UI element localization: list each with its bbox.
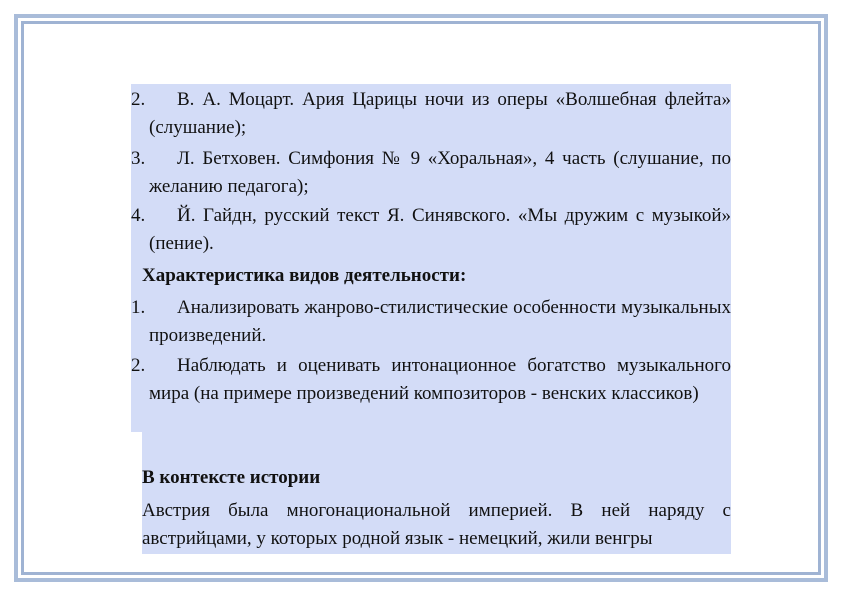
list-item-text: Наблюдать и оценивать интонационное богатство музыкального мира (на примере произведений композиторов - венских классиков)	[149, 355, 731, 404]
list-item-text: Анализировать жанрово-стилистические особенности музыкальных произведений.	[149, 297, 731, 346]
list-item-number: 3.	[131, 148, 146, 169]
list-item-number: 1.	[131, 297, 146, 318]
list-item-text: Л. Бетховен. Симфония № 9 «Хоральная», 4 часть (слушание, по желанию педагога);	[149, 148, 731, 197]
list-item	[131, 352, 731, 408]
history-heading: В контексте истории	[142, 467, 321, 488]
list-item-text: В. А. Моцарт. Ария Царицы ночи из оперы «Волшебная флейта» (слушание);	[149, 89, 731, 138]
list-item	[131, 294, 731, 350]
list-item-number: 2.	[131, 355, 146, 376]
list-item	[131, 86, 731, 142]
list-item-number: 4.	[131, 205, 146, 226]
history-paragraph: Австрия была многонациональной империей. В ней наряду с австрийцами, у которых родной язык - немецкий, жили венгры	[142, 500, 731, 549]
list-item-number: 2.	[131, 89, 146, 110]
activity-heading: Характеристика видов деятельности:	[142, 265, 467, 286]
list-item-text: Й. Гайдн, русский текст Я. Синявского. «Мы дружим с музыкой» (пение).	[149, 205, 731, 254]
list-item	[131, 202, 731, 258]
list-item	[131, 145, 731, 201]
